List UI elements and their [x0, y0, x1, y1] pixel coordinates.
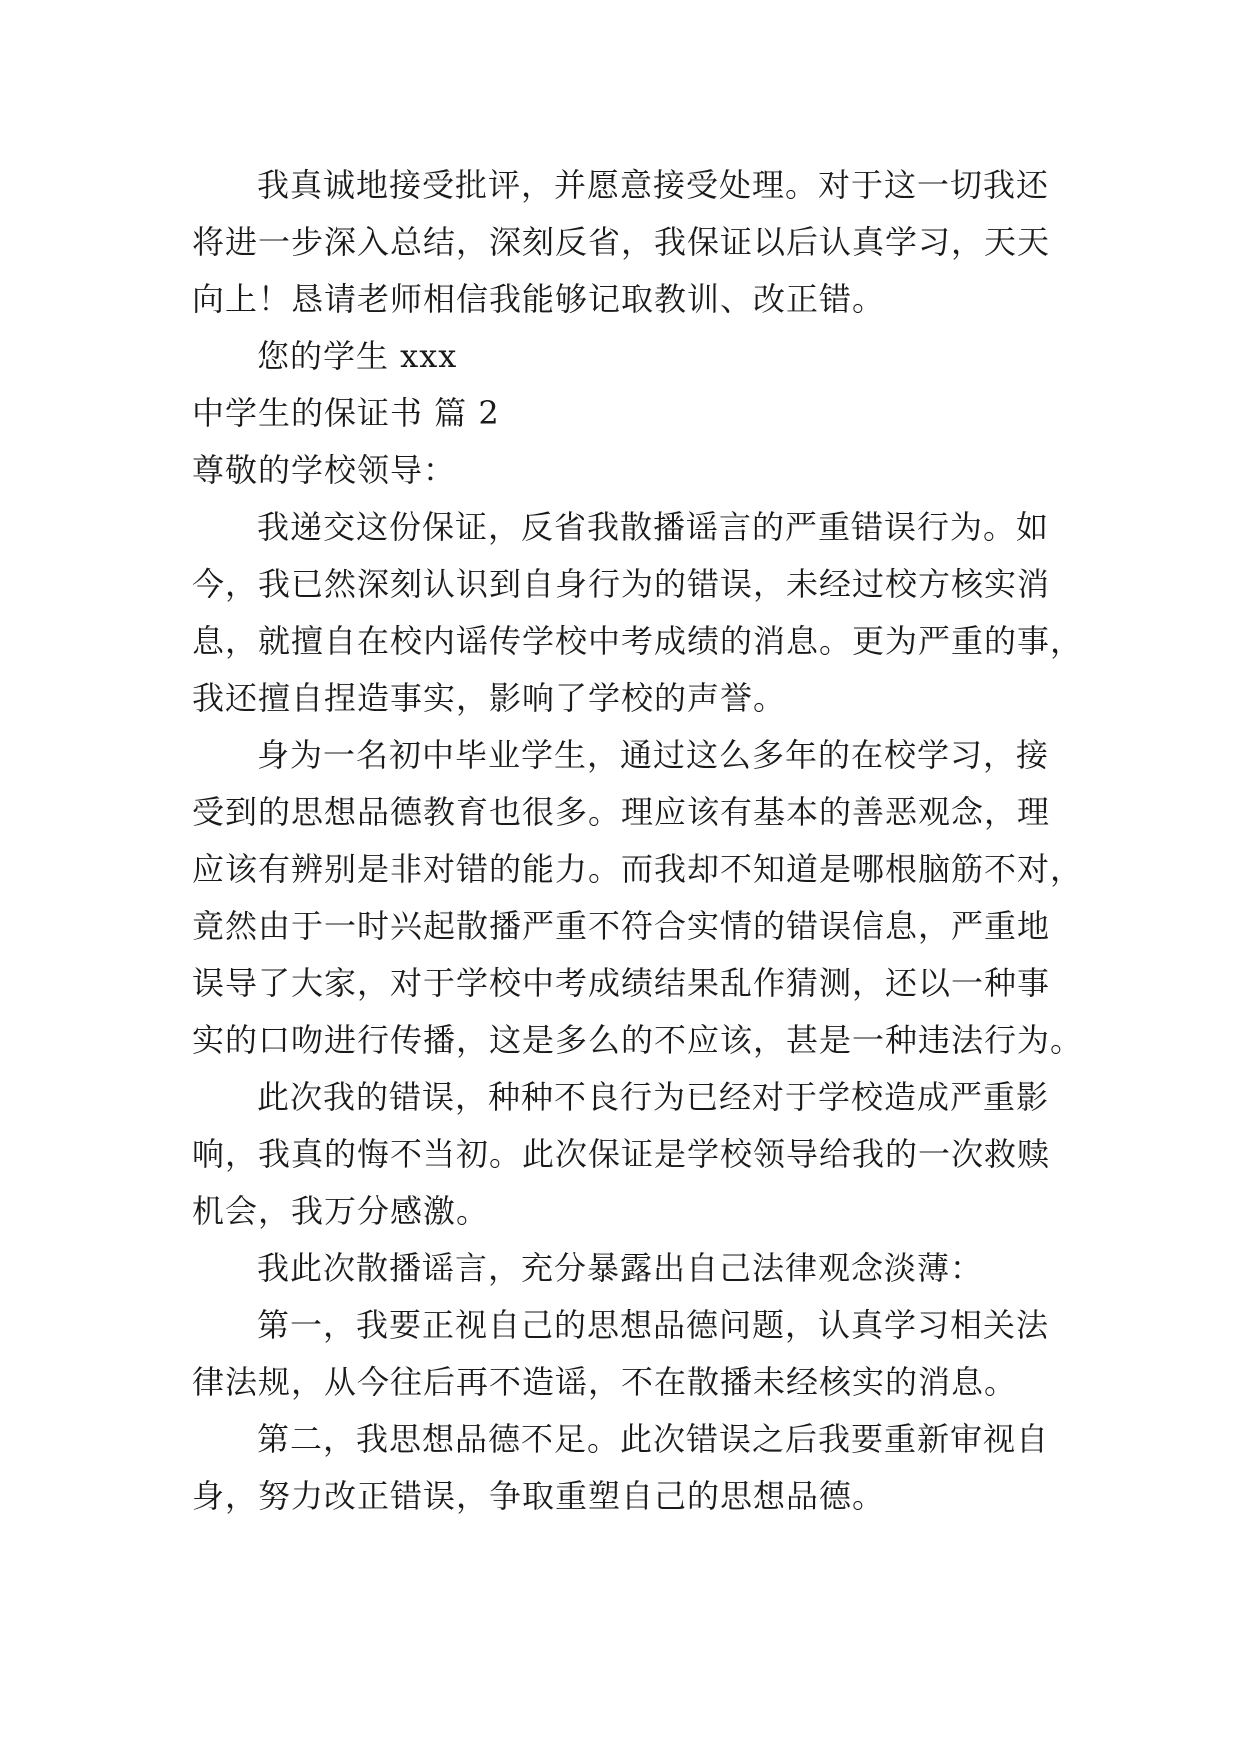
paragraph-line: 受到的思想品德教育也很多。理应该有基本的善恶观念，理 [192, 793, 1051, 831]
paragraph-line: 机会，我万分感激。 [192, 1192, 490, 1230]
paragraph-line: 此次我的错误，种种不良行为已经对于学校造成严重影 [257, 1078, 1050, 1116]
paragraph-line: 我真诚地接受批评，并愿意接受处理。对于这一切我还 [257, 166, 1050, 204]
paragraph-line: 响，我真的悔不当初。此次保证是学校领导给我的一次救赎 [192, 1135, 1051, 1173]
paragraph-line: 应该有辨别是非对错的能力。而我却不知道是哪根脑筋不对， [192, 850, 1084, 888]
paragraph-line: 竟然由于一时兴起散播严重不符合实情的错误信息，严重地 [192, 907, 1051, 945]
paragraph-line: 第一，我要正视自己的思想品德问题，认真学习相关法 [257, 1306, 1050, 1344]
paragraph-line: 实的口吻进行传播，这是多么的不应该，甚是一种违法行为。 [192, 1021, 1084, 1059]
paragraph-line: 我此次散播谣言，充分暴露出自己法律观念淡薄： [257, 1249, 984, 1287]
paragraph-line: 今，我已然深刻认识到自身行为的错误，未经过校方核实消 [192, 565, 1051, 603]
paragraph-line: 将进一步深入总结，深刻反省，我保证以后认真学习，天天 [192, 223, 1051, 261]
paragraph-line: 息，就擅自在校内谣传学校中考成绩的消息。更为严重的事， [192, 622, 1084, 660]
signature-line: 您的学生 xxx [257, 337, 458, 375]
paragraph-line: 身为一名初中毕业学生，通过这么多年的在校学习，接 [257, 736, 1050, 774]
section-heading: 中学生的保证书 篇 2 [192, 394, 500, 432]
paragraph-line: 身，努力改正错误，争取重塑自己的思想品德。 [192, 1477, 886, 1515]
paragraph-line: 第二，我思想品德不足。此次错误之后我要重新审视自 [257, 1420, 1050, 1458]
paragraph-line: 向上！恳请老师相信我能够记取教训、改正错。 [192, 280, 886, 318]
paragraph-line: 我递交这份保证，反省我散播谣言的严重错误行为。如 [257, 508, 1050, 546]
paragraph-line: 我还擅自捏造事实，影响了学校的声誉。 [192, 679, 787, 717]
salutation: 尊敬的学校领导： [192, 451, 457, 489]
paragraph-line: 律法规，从今往后再不造谣，不在散播未经核实的消息。 [192, 1363, 1018, 1401]
paragraph-line: 误导了大家，对于学校中考成绩结果乱作猜测，还以一种事 [192, 964, 1051, 1002]
